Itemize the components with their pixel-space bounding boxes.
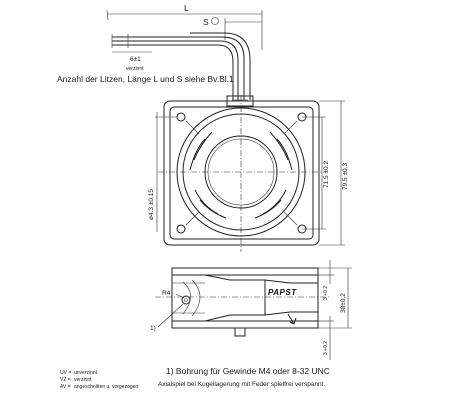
play-note: Axialspiel bei Kugellagerung mit Feder spielfrei verspannt. [158,381,326,388]
bore-note: 1) Bohrung für Gewinde M4 oder 8-32 UNC [166,366,330,376]
right-dimensions [302,101,349,245]
cable-bundle [107,3,262,100]
legend-text-1: unverzinnt [74,370,98,376]
strip-value: 6±1 [130,56,141,63]
front-view [158,95,326,252]
width-label: 79.5 ±0.3 [342,162,349,190]
depth-label: 38±0.2 [340,293,347,313]
strut-tl [186,121,199,134]
hole-pitch-label: 71.5 ±0.2 [323,160,330,188]
callout-1: 1) [150,325,156,332]
side-cable-exit [235,328,245,336]
blade-4 [263,190,286,214]
callout-1-leader [158,304,183,327]
flow-arrow-icon [288,314,296,324]
side-rotor-top [265,280,318,283]
mount-hole-top-left [177,113,185,121]
blade-3 [195,190,218,214]
side-rotor-bottom [265,312,318,315]
mount-hole-bottom-left [177,225,185,233]
side-housing [205,275,265,321]
strip-note: verzinnt [126,66,144,72]
legend-code-3: AV = [60,384,71,390]
radius-leader [176,294,184,298]
side-blade-2 [192,280,200,316]
l-dim-extension-left [107,10,108,20]
legend-code-2: VZ = [60,377,71,383]
legend-text-3: angeschnitten u. vorgezogen [74,384,139,390]
radius-label: R4 [162,290,171,297]
legend [60,370,138,390]
hole-dia-label: ø4.3 ±0.15 [148,188,155,220]
wire-sheath [190,33,250,100]
legend-text-2: verzinnt [74,377,92,383]
legend-code-1: UV = [60,370,72,376]
strut-br [284,212,297,225]
s-dim-label: S [203,17,209,27]
s-dim-symbol [212,18,219,25]
side-view [150,260,352,360]
flange-bottom-label: 3 +0.2 [323,340,329,355]
flange-top-label: 3 +0.2 [323,285,329,300]
side-hole-center [185,299,188,302]
l-dim-label: L [184,3,189,13]
wire-note: Anzahl der Litzen, Länge L und S siehe Bv.Bl.1 [57,74,234,84]
brand-logo: PAPST [268,288,297,297]
wire-3 [112,45,233,100]
